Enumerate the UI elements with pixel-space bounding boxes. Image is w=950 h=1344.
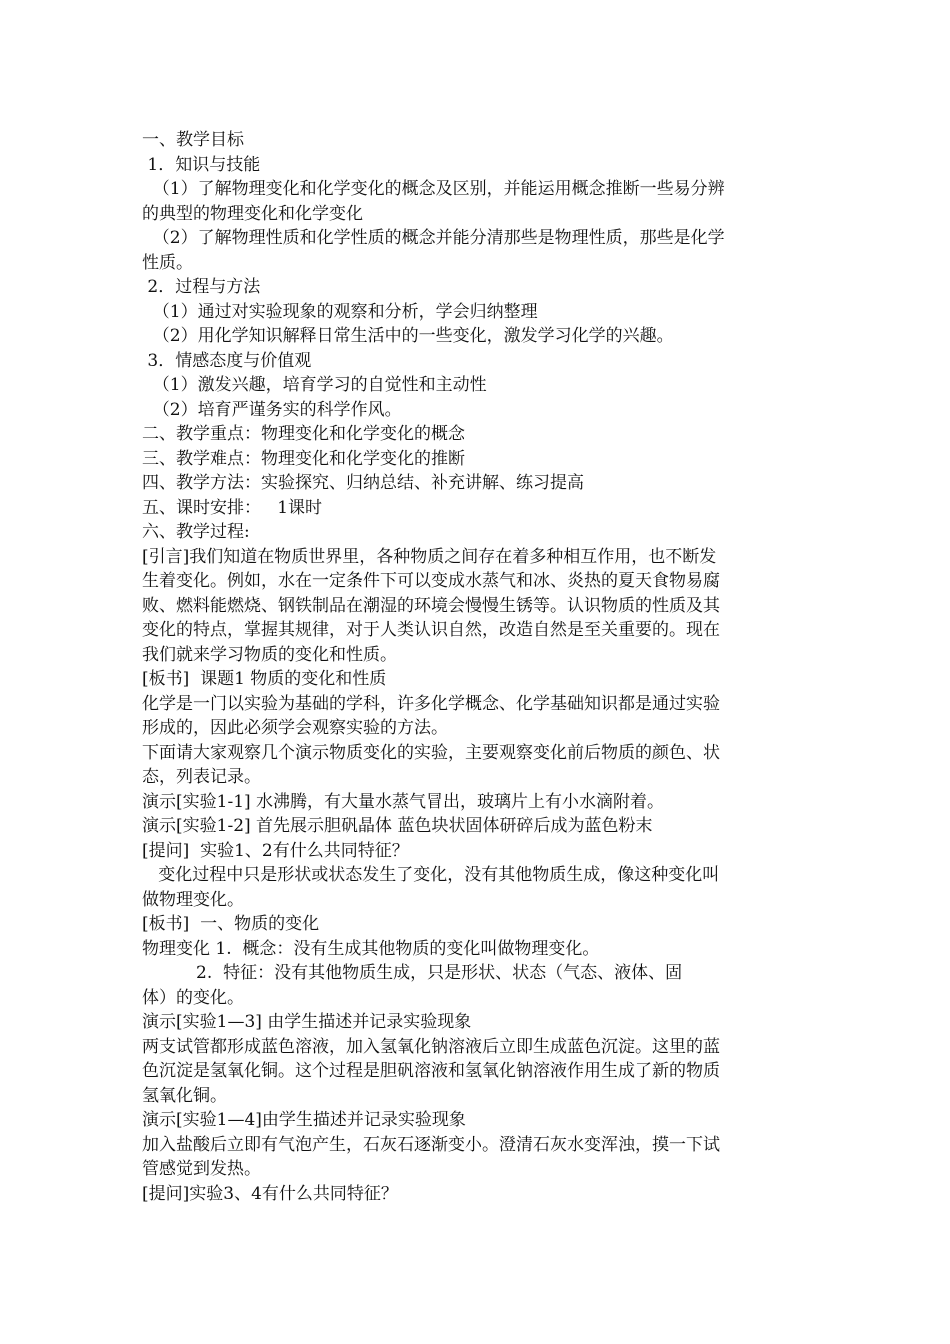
paragraph-line: （2）了解物理性质和化学性质的概念并能分清那些是物理性质，那些是化学 — [142, 228, 725, 248]
paragraph-line: 加入盐酸后立即有气泡产生，石灰石逐渐变小。澄清石灰水变浑浊，摸一下试 — [142, 1134, 720, 1155]
subheading-knowledge-skills: 1．知识与技能 — [142, 154, 261, 175]
paragraph-line: 色沉淀是氢氧化铜。这个过程是胆矾溶液和氢氧化钠溶液作用生成了新的物质 — [142, 1061, 720, 1081]
paragraph-line: 做物理变化。 — [142, 889, 244, 910]
experiment-line: 演示[实验1—4]由学生描述并记录实验现象 — [142, 1110, 466, 1130]
document-page — [142, 128, 810, 1206]
paragraph-line: 败、燃料能燃烧、钢铁制品在潮湿的环境会慢慢生锈等。认识物质的性质及其 — [142, 595, 720, 616]
heading-difficulties: 三、教学难点：物理变化和化学变化的推断 — [142, 448, 465, 469]
paragraph-line: 管感觉到发热。 — [142, 1159, 261, 1179]
paragraph-line: 体）的变化。 — [142, 987, 244, 1008]
paragraph-line: 下面请大家观察几个演示物质变化的实验，主要观察变化前后物质的颜色、状 — [142, 742, 720, 763]
paragraph-line: 化学是一门以实验为基础的学科，许多化学概念、化学基础知识都是通过实验 — [142, 693, 720, 714]
heading-process: 六、教学过程: — [142, 522, 250, 542]
question-line: [提问] 实验1、2有什么共同特征？ — [142, 840, 409, 861]
paragraph-line: 氢氧化铜。 — [142, 1085, 227, 1106]
paragraph-line: [引言]我们知道在物质世界里，各种物质之间存在着多种相互作用，也不断发 — [142, 546, 717, 567]
paragraph-line: 生着变化。例如，水在一定条件下可以变成水蒸气和冰、炎热的夏天食物易腐 — [142, 571, 720, 591]
heading-schedule: 五、课时安排： 1课时 — [142, 497, 323, 518]
experiment-line: 演示[实验1—3] 由学生描述并记录实验现象 — [142, 1012, 472, 1032]
paragraph-line: （1）通过对实验现象的观察和分析，学会归纳整理 — [142, 301, 538, 322]
paragraph-line: （2）培育严谨务实的科学作风。 — [142, 399, 402, 420]
paragraph-line: 的典型的物理变化和化学变化 — [142, 203, 363, 224]
experiment-line: 演示[实验1-1] 水沸腾，有大量水蒸气冒出，玻璃片上有小水滴附着。 — [142, 791, 665, 812]
paragraph-line: 两支试管都形成蓝色溶液，加入氢氧化钠溶液后立即生成蓝色沉淀。这里的蓝 — [142, 1036, 720, 1057]
board-note-line: [板书] 一、物质的变化 — [142, 914, 320, 934]
paragraph-line: （1）了解物理变化和化学变化的概念及区别，并能运用概念推断一些易分辨 — [142, 179, 725, 199]
heading-teaching-goals: 一、教学目标 — [142, 130, 244, 150]
paragraph-line: 变化的特点，掌握其规律，对于人类认识自然，改造自然是至关重要的。现在 — [142, 620, 720, 640]
question-line: [提问]实验3、4有什么共同特征？ — [142, 1183, 398, 1204]
paragraph-line: 我们就来学习物质的变化和性质。 — [142, 644, 397, 665]
experiment-line: 演示[实验1-2] 首先展示胆矾晶体 蓝色块状固体研碎后成为蓝色粉末 — [142, 816, 653, 836]
subheading-attitude-values: 3．情感态度与价值观 — [142, 350, 312, 371]
paragraph-line: 性质。 — [142, 252, 193, 273]
paragraph-line: （1）激发兴趣，培育学习的自觉性和主动性 — [142, 375, 487, 395]
heading-key-points: 二、教学重点：物理变化和化学变化的概念 — [142, 424, 465, 444]
paragraph-line: 变化过程中只是形状或状态发生了变化，没有其他物质生成，像这种变化叫 — [142, 865, 720, 885]
paragraph-line: 形成的，因此必须学会观察实验的方法。 — [142, 718, 448, 738]
definition-line: 2. 特征：没有其他物质生成，只是形状、状态（气态、液体、固 — [142, 963, 683, 983]
paragraph-line: 态，列表记录。 — [142, 767, 261, 787]
paragraph-line: （2）用化学知识解释日常生活中的一些变化，激发学习化学的兴趣。 — [142, 326, 674, 346]
heading-methods: 四、教学方法：实验探究、归纳总结、补充讲解、练习提高 — [142, 473, 584, 493]
subheading-process-method: 2．过程与方法 — [142, 277, 261, 297]
definition-line: 物理变化 1. 概念：没有生成其他物质的变化叫做物理变化。 — [142, 938, 600, 959]
board-note-line: [板书] 课题1 物质的变化和性质 — [142, 669, 387, 689]
